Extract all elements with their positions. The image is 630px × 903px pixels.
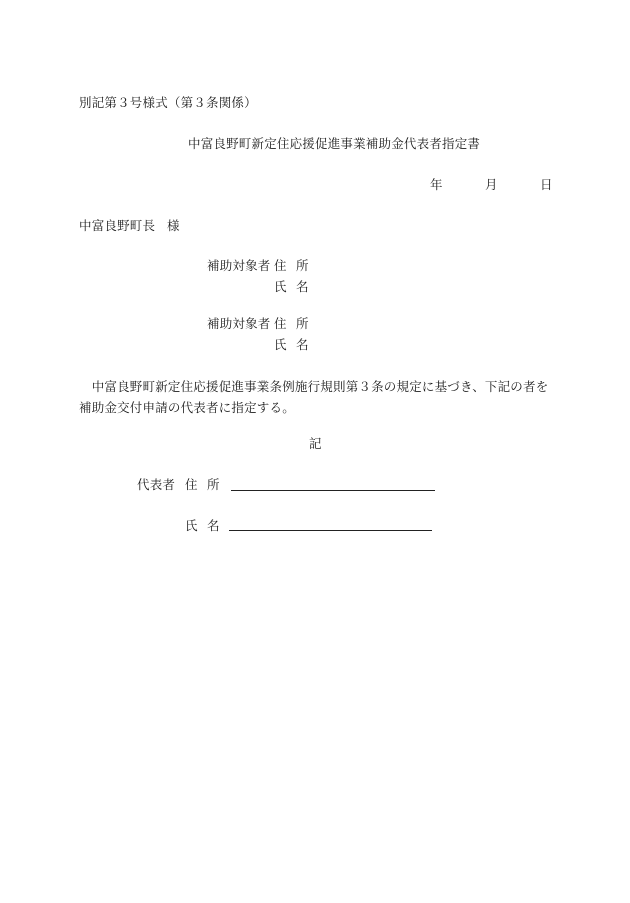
applicant-2-address-label-2: 所 (296, 316, 309, 331)
applicant-2-name-label-2: 名 (296, 337, 309, 352)
applicant-1-name-label-1: 氏 (274, 279, 287, 294)
applicant-2-role: 補助対象者 (207, 316, 271, 331)
applicant-2-name-label-1: 氏 (274, 337, 287, 352)
representative-name-line[interactable] (229, 530, 432, 531)
ki-heading: 記 (309, 436, 322, 451)
representative-role: 代表者 (137, 477, 176, 492)
date-day-label: 日 (540, 177, 553, 192)
addressee-name: 中富良野町長 (79, 218, 156, 233)
document-title: 中富良野町新定住応援促進事業補助金代表者指定書 (188, 136, 481, 151)
representative-address-label-1: 住 (185, 477, 198, 492)
representative-name-label-1: 氏 (185, 518, 198, 533)
applicant-2-address-label-1: 住 (274, 316, 287, 331)
date-month-label: 月 (485, 177, 498, 192)
representative-address-line[interactable] (231, 490, 435, 491)
form-reference: 別記第３号様式（第３条関係） (79, 95, 257, 110)
date-year-label: 年 (430, 177, 443, 192)
representative-address-label-2: 所 (207, 477, 220, 492)
applicant-1-address-label-1: 住 (274, 258, 287, 273)
representative-name-label-2: 名 (207, 518, 220, 533)
applicant-1-name-label-2: 名 (296, 279, 309, 294)
addressee-suffix: 様 (167, 218, 180, 233)
applicant-1-role: 補助対象者 (207, 258, 271, 273)
body-paragraph: 中富良野町新定住応援促進事業条例施行規則第３条の規定に基づき、下記の者を補助金交付申請の代表者に指定する。 (79, 379, 549, 415)
applicant-1-address-label-2: 所 (296, 258, 309, 273)
